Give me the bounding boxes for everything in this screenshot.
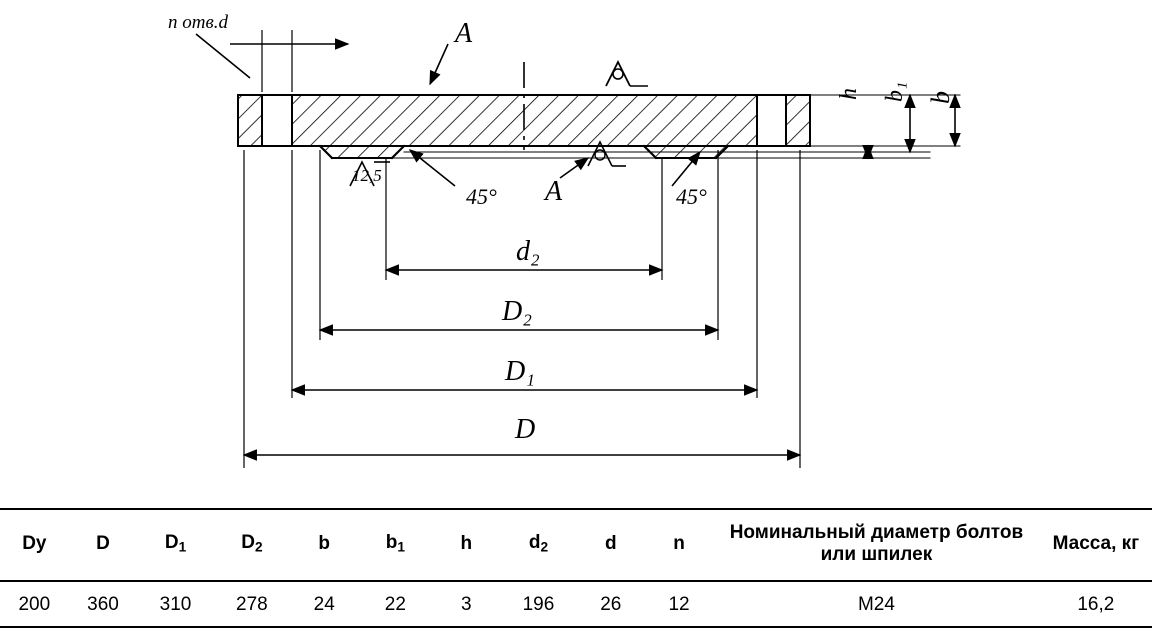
annotation-section-a-top: A	[455, 18, 473, 49]
section-arrow-a-top	[430, 44, 448, 84]
table-row	[0, 581, 1152, 627]
annotation-roughness-125: 12,5	[352, 166, 382, 185]
cell-n: 12	[645, 581, 713, 627]
header-d: D	[69, 509, 138, 581]
header-b: b	[290, 509, 358, 581]
annotation-dim-b: b	[926, 91, 955, 104]
roughness-symbol-top	[606, 62, 630, 86]
annotation-dim-d2: d₂	[516, 236, 540, 267]
cell-d2-small: 196	[500, 581, 576, 627]
annotation-section-a-bottom: A	[545, 176, 563, 207]
cell-mass: 16,2	[1040, 581, 1152, 627]
annotation-angle-45-left: 45°	[466, 184, 497, 209]
header-n: n	[645, 509, 713, 581]
header-dy: Dy	[0, 509, 69, 581]
cell-bolt-diameter: М24	[713, 581, 1040, 627]
cell-d-hole: 26	[577, 581, 645, 627]
annotation-dim-b1: b₁	[882, 81, 908, 102]
cell-d2: 278	[214, 581, 290, 627]
header-d2: $D_2$	[214, 509, 290, 581]
header-d-hole: d	[577, 509, 645, 581]
cell-dy: 200	[0, 581, 69, 627]
cell-b1: 22	[358, 581, 432, 627]
header-d1: $D_1$	[137, 509, 213, 581]
header-d2-small: $d_2$	[500, 509, 576, 581]
cell-b: 24	[290, 581, 358, 627]
right-rim-hatch	[786, 95, 810, 146]
leader-n-otv-d	[196, 34, 250, 78]
cell-d: 360	[69, 581, 138, 627]
annotation-angle-45-right: 45°	[676, 184, 707, 209]
header-b1: $b_1$	[358, 509, 432, 581]
header-mass: Масса, кг	[1040, 509, 1152, 581]
table-header-row	[0, 509, 1152, 581]
flange-spec-table	[0, 508, 1152, 628]
leader-45-left	[410, 150, 455, 186]
annotation-dim-D1: D₁	[505, 356, 535, 387]
cell-h: 3	[432, 581, 500, 627]
left-rim-hatch	[238, 95, 262, 146]
section-arrow-a-bottom	[560, 158, 588, 178]
annotation-dim-D: D	[515, 414, 536, 445]
header-bolt-diameter: Номинальный диаметр болтов или шпилек	[713, 509, 1040, 581]
cell-d1: 310	[137, 581, 213, 627]
annotation-n-otv-d: n отв.d	[168, 12, 228, 33]
annotation-dim-h: h	[836, 88, 862, 100]
roughness-circle-top	[613, 69, 623, 79]
annotation-dim-D2: D₂	[502, 296, 532, 327]
header-h: h	[432, 509, 500, 581]
